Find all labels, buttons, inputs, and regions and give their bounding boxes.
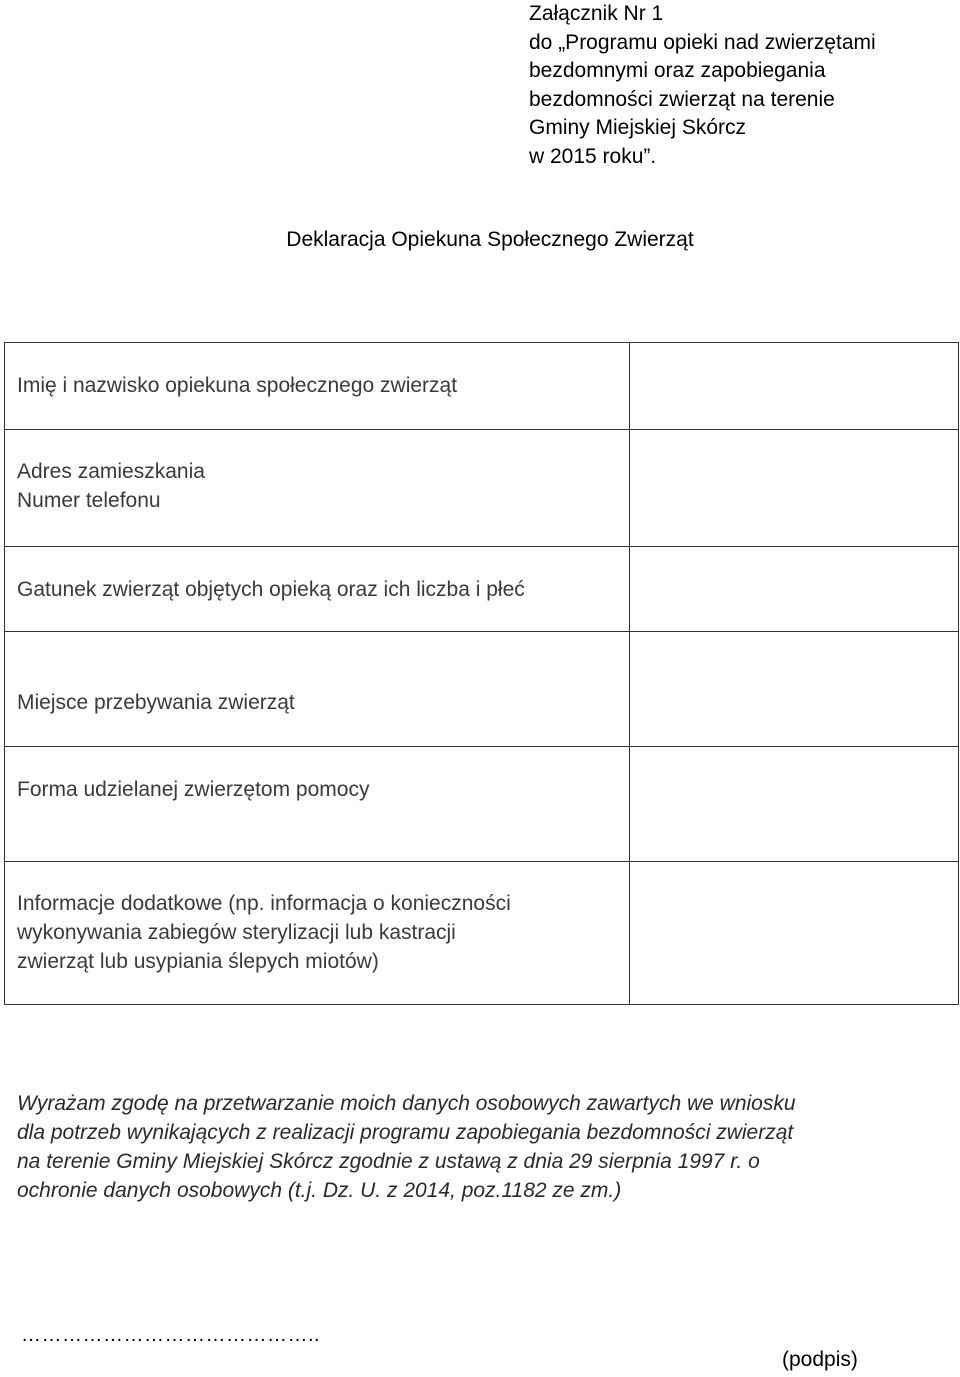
field-label-help-form: Forma udzielanej zwierzętom pomocy <box>5 747 630 862</box>
annex-line: bezdomnymi oraz zapobiegania <box>529 59 826 82</box>
signature-label: (podpis) <box>782 1348 858 1371</box>
field-label-address: Adres zamieszkania Numer telefonu <box>5 430 630 547</box>
field-label-location: Miejsce przebywania zwierząt <box>5 632 630 747</box>
field-value-additional-info[interactable] <box>630 862 959 1005</box>
consent-line: ochronie danych osobowych (t.j. Dz. U. z 2014, poz.1182 ze zm.) <box>17 1179 622 1202</box>
annex-line: bezdomności zwierząt na terenie <box>529 87 835 111</box>
form-row-help-form <box>5 747 959 862</box>
consent-line: na terenie Gminy Miejskiej Skórcz zgodnie z ustawą z dnia 29 sierpnia 1997 r. o <box>17 1150 760 1173</box>
consent-line: dla potrzeb wynikających z realizacji programu zapobiegania bezdomności zwierząt <box>17 1121 794 1144</box>
annex-header <box>529 0 949 171</box>
declaration-form-table <box>4 342 959 1005</box>
form-row-address <box>5 430 959 547</box>
field-value-address[interactable] <box>630 430 959 547</box>
signature-line[interactable]: …………………………………….. <box>21 1324 321 1346</box>
form-row-location <box>5 632 959 747</box>
document-title: Deklaracja Opiekuna Społecznego Zwierząt <box>286 228 694 251</box>
field-label-additional-info: Informacje dodatkowe (np. informacja o konieczności wykonywania zabiegów sterylizacji lub kastracji zwierząt lub usypiania ślepych miotów) <box>5 862 630 1005</box>
annex-line: w 2015 roku”. <box>529 144 657 168</box>
field-value-help-form[interactable] <box>630 747 959 862</box>
field-label-name: Imię i nazwisko opiekuna społecznego zwierząt <box>5 343 630 430</box>
annex-line: Załącznik Nr 1 <box>529 2 664 25</box>
consent-line: Wyrażam zgodę na przetwarzanie moich danych osobowych zawartych we wniosku <box>17 1092 796 1115</box>
form-row-additional-info <box>5 862 959 1005</box>
field-value-species[interactable] <box>630 547 959 632</box>
field-label-species: Gatunek zwierząt objętych opieką oraz ich liczba i płeć <box>5 547 630 632</box>
annex-line: do „Programu opieki nad zwierzętami <box>529 30 876 54</box>
consent-statement <box>17 1089 947 1205</box>
form-row-name <box>5 343 959 430</box>
field-value-location[interactable] <box>630 632 959 747</box>
annex-line: Gminy Miejskiej Skórcz <box>529 116 747 139</box>
field-value-name[interactable] <box>630 343 959 430</box>
form-row-species <box>5 547 959 632</box>
